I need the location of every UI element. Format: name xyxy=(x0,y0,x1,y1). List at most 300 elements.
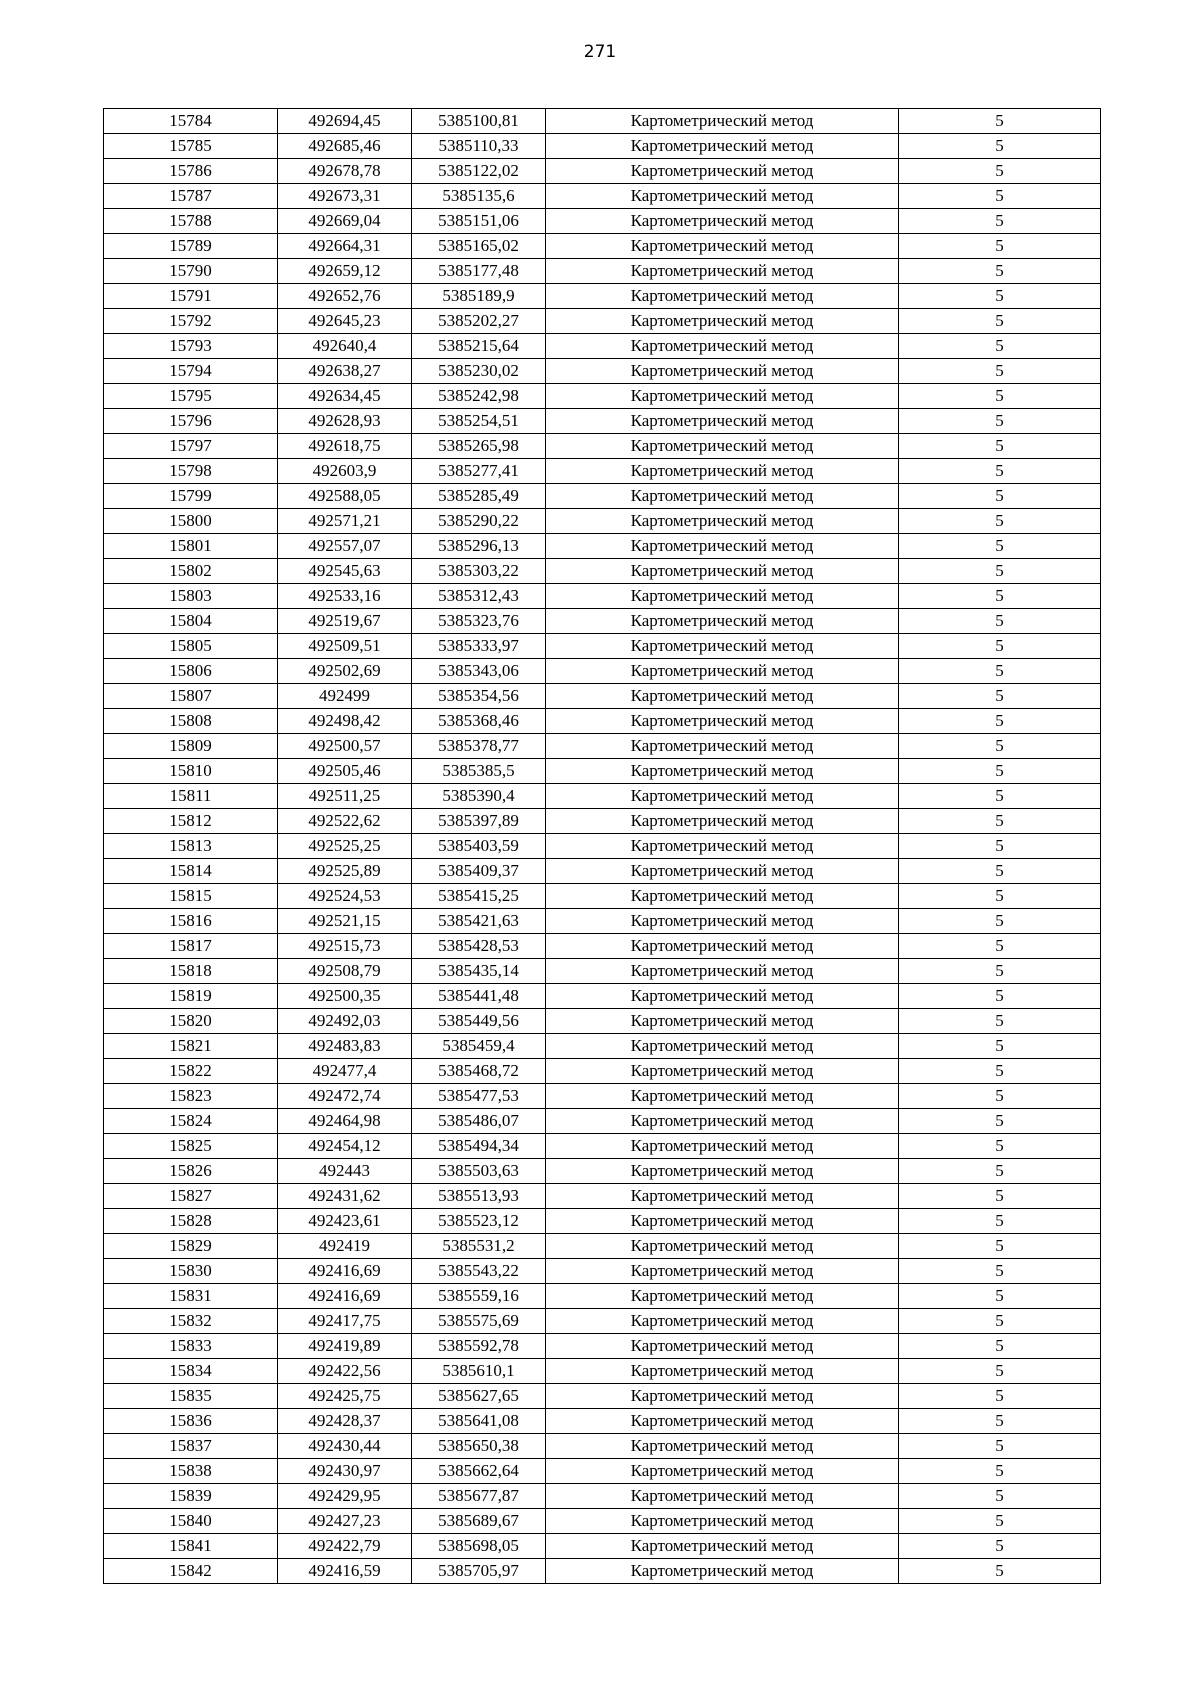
method-cell: Картометрический метод xyxy=(546,609,899,634)
y-coordinate-cell: 5385230,02 xyxy=(412,359,546,384)
table-row xyxy=(104,459,1101,484)
x-coordinate-cell: 492645,23 xyxy=(278,309,412,334)
y-coordinate-cell: 5385285,49 xyxy=(412,484,546,509)
method-cell: Картометрический метод xyxy=(546,1409,899,1434)
point-number-cell: 15813 xyxy=(104,834,278,859)
point-number-cell: 15788 xyxy=(104,209,278,234)
point-number-cell: 15801 xyxy=(104,534,278,559)
accuracy-cell: 5 xyxy=(899,109,1101,134)
point-number-cell: 15829 xyxy=(104,1234,278,1259)
accuracy-cell: 5 xyxy=(899,1509,1101,1534)
y-coordinate-cell: 5385409,37 xyxy=(412,859,546,884)
table-row xyxy=(104,1384,1101,1409)
table-row xyxy=(104,384,1101,409)
method-cell: Картометрический метод xyxy=(546,759,899,784)
y-coordinate-cell: 5385354,56 xyxy=(412,684,546,709)
method-cell: Картометрический метод xyxy=(546,1084,899,1109)
x-coordinate-cell: 492525,25 xyxy=(278,834,412,859)
method-cell: Картометрический метод xyxy=(546,1384,899,1409)
method-cell: Картометрический метод xyxy=(546,1259,899,1284)
accuracy-cell: 5 xyxy=(899,759,1101,784)
table-row xyxy=(104,1034,1101,1059)
y-coordinate-cell: 5385323,76 xyxy=(412,609,546,634)
x-coordinate-cell: 492422,56 xyxy=(278,1359,412,1384)
accuracy-cell: 5 xyxy=(899,1284,1101,1309)
method-cell: Картометрический метод xyxy=(546,459,899,484)
method-cell: Картометрический метод xyxy=(546,309,899,334)
accuracy-cell: 5 xyxy=(899,1534,1101,1559)
accuracy-cell: 5 xyxy=(899,134,1101,159)
accuracy-cell: 5 xyxy=(899,859,1101,884)
page-number: 271 xyxy=(583,42,617,62)
method-cell: Картометрический метод xyxy=(546,709,899,734)
point-number-cell: 15793 xyxy=(104,334,278,359)
x-coordinate-cell: 492652,76 xyxy=(278,284,412,309)
method-cell: Картометрический метод xyxy=(546,984,899,1009)
method-cell: Картометрический метод xyxy=(546,634,899,659)
method-cell: Картометрический метод xyxy=(546,234,899,259)
method-cell: Картометрический метод xyxy=(546,559,899,584)
y-coordinate-cell: 5385254,51 xyxy=(412,409,546,434)
y-coordinate-cell: 5385122,02 xyxy=(412,159,546,184)
y-coordinate-cell: 5385610,1 xyxy=(412,1359,546,1384)
x-coordinate-cell: 492603,9 xyxy=(278,459,412,484)
accuracy-cell: 5 xyxy=(899,234,1101,259)
y-coordinate-cell: 5385135,6 xyxy=(412,184,546,209)
point-number-cell: 15837 xyxy=(104,1434,278,1459)
y-coordinate-cell: 5385290,22 xyxy=(412,509,546,534)
method-cell: Картометрический метод xyxy=(546,1159,899,1184)
coordinates-table xyxy=(103,108,1101,1584)
y-coordinate-cell: 5385368,46 xyxy=(412,709,546,734)
x-coordinate-cell: 492431,62 xyxy=(278,1184,412,1209)
point-number-cell: 15791 xyxy=(104,284,278,309)
point-number-cell: 15807 xyxy=(104,684,278,709)
y-coordinate-cell: 5385523,12 xyxy=(412,1209,546,1234)
y-coordinate-cell: 5385705,97 xyxy=(412,1559,546,1584)
point-number-cell: 15831 xyxy=(104,1284,278,1309)
x-coordinate-cell: 492430,44 xyxy=(278,1434,412,1459)
x-coordinate-cell: 492557,07 xyxy=(278,534,412,559)
table-row xyxy=(104,659,1101,684)
y-coordinate-cell: 5385303,22 xyxy=(412,559,546,584)
point-number-cell: 15811 xyxy=(104,784,278,809)
method-cell: Картометрический метод xyxy=(546,659,899,684)
x-coordinate-cell: 492419,89 xyxy=(278,1334,412,1359)
table-row xyxy=(104,409,1101,434)
accuracy-cell: 5 xyxy=(899,959,1101,984)
method-cell: Картометрический метод xyxy=(546,109,899,134)
point-number-cell: 15835 xyxy=(104,1384,278,1409)
point-number-cell: 15842 xyxy=(104,1559,278,1584)
point-number-cell: 15819 xyxy=(104,984,278,1009)
table-row xyxy=(104,959,1101,984)
accuracy-cell: 5 xyxy=(899,559,1101,584)
accuracy-cell: 5 xyxy=(899,984,1101,1009)
point-number-cell: 15841 xyxy=(104,1534,278,1559)
x-coordinate-cell: 492545,63 xyxy=(278,559,412,584)
accuracy-cell: 5 xyxy=(899,1359,1101,1384)
y-coordinate-cell: 5385403,59 xyxy=(412,834,546,859)
point-number-cell: 15784 xyxy=(104,109,278,134)
method-cell: Картометрический метод xyxy=(546,359,899,384)
point-number-cell: 15838 xyxy=(104,1459,278,1484)
method-cell: Картометрический метод xyxy=(546,534,899,559)
x-coordinate-cell: 492464,98 xyxy=(278,1109,412,1134)
x-coordinate-cell: 492628,93 xyxy=(278,409,412,434)
y-coordinate-cell: 5385468,72 xyxy=(412,1059,546,1084)
accuracy-cell: 5 xyxy=(899,1309,1101,1334)
point-number-cell: 15840 xyxy=(104,1509,278,1534)
x-coordinate-cell: 492618,75 xyxy=(278,434,412,459)
accuracy-cell: 5 xyxy=(899,384,1101,409)
y-coordinate-cell: 5385689,67 xyxy=(412,1509,546,1534)
y-coordinate-cell: 5385428,53 xyxy=(412,934,546,959)
method-cell: Картометрический метод xyxy=(546,184,899,209)
y-coordinate-cell: 5385312,43 xyxy=(412,584,546,609)
y-coordinate-cell: 5385513,93 xyxy=(412,1184,546,1209)
accuracy-cell: 5 xyxy=(899,1059,1101,1084)
y-coordinate-cell: 5385698,05 xyxy=(412,1534,546,1559)
x-coordinate-cell: 492423,61 xyxy=(278,1209,412,1234)
y-coordinate-cell: 5385677,87 xyxy=(412,1484,546,1509)
point-number-cell: 15796 xyxy=(104,409,278,434)
point-number-cell: 15822 xyxy=(104,1059,278,1084)
table-row xyxy=(104,634,1101,659)
x-coordinate-cell: 492685,46 xyxy=(278,134,412,159)
x-coordinate-cell: 492515,73 xyxy=(278,934,412,959)
method-cell: Картометрический метод xyxy=(546,859,899,884)
point-number-cell: 15820 xyxy=(104,1009,278,1034)
accuracy-cell: 5 xyxy=(899,259,1101,284)
table-row xyxy=(104,1309,1101,1334)
y-coordinate-cell: 5385650,38 xyxy=(412,1434,546,1459)
x-coordinate-cell: 492524,53 xyxy=(278,884,412,909)
method-cell: Картометрический метод xyxy=(546,1559,899,1584)
accuracy-cell: 5 xyxy=(899,909,1101,934)
y-coordinate-cell: 5385441,48 xyxy=(412,984,546,1009)
table-row xyxy=(104,559,1101,584)
table-row xyxy=(104,1209,1101,1234)
accuracy-cell: 5 xyxy=(899,1184,1101,1209)
method-cell: Картометрический метод xyxy=(546,834,899,859)
x-coordinate-cell: 492664,31 xyxy=(278,234,412,259)
point-number-cell: 15817 xyxy=(104,934,278,959)
point-number-cell: 15814 xyxy=(104,859,278,884)
table-row xyxy=(104,1159,1101,1184)
x-coordinate-cell: 492498,42 xyxy=(278,709,412,734)
method-cell: Картометрический метод xyxy=(546,159,899,184)
accuracy-cell: 5 xyxy=(899,584,1101,609)
point-number-cell: 15808 xyxy=(104,709,278,734)
accuracy-cell: 5 xyxy=(899,409,1101,434)
point-number-cell: 15800 xyxy=(104,509,278,534)
accuracy-cell: 5 xyxy=(899,159,1101,184)
method-cell: Картометрический метод xyxy=(546,1309,899,1334)
method-cell: Картометрический метод xyxy=(546,1009,899,1034)
table-row xyxy=(104,234,1101,259)
y-coordinate-cell: 5385559,16 xyxy=(412,1284,546,1309)
x-coordinate-cell: 492509,51 xyxy=(278,634,412,659)
accuracy-cell: 5 xyxy=(899,184,1101,209)
method-cell: Картометрический метод xyxy=(546,1484,899,1509)
y-coordinate-cell: 5385242,98 xyxy=(412,384,546,409)
method-cell: Картометрический метод xyxy=(546,384,899,409)
method-cell: Картометрический метод xyxy=(546,259,899,284)
method-cell: Картометрический метод xyxy=(546,134,899,159)
point-number-cell: 15809 xyxy=(104,734,278,759)
x-coordinate-cell: 492416,69 xyxy=(278,1259,412,1284)
table-row xyxy=(104,909,1101,934)
table-row xyxy=(104,334,1101,359)
accuracy-cell: 5 xyxy=(899,1434,1101,1459)
point-number-cell: 15812 xyxy=(104,809,278,834)
table-row xyxy=(104,859,1101,884)
point-number-cell: 15815 xyxy=(104,884,278,909)
table-row xyxy=(104,484,1101,509)
point-number-cell: 15834 xyxy=(104,1359,278,1384)
table-row xyxy=(104,784,1101,809)
method-cell: Картометрический метод xyxy=(546,1184,899,1209)
x-coordinate-cell: 492511,25 xyxy=(278,784,412,809)
accuracy-cell: 5 xyxy=(899,1009,1101,1034)
x-coordinate-cell: 492678,78 xyxy=(278,159,412,184)
point-number-cell: 15792 xyxy=(104,309,278,334)
method-cell: Картометрический метод xyxy=(546,909,899,934)
table-row xyxy=(104,1234,1101,1259)
point-number-cell: 15786 xyxy=(104,159,278,184)
accuracy-cell: 5 xyxy=(899,209,1101,234)
accuracy-cell: 5 xyxy=(899,1459,1101,1484)
x-coordinate-cell: 492477,4 xyxy=(278,1059,412,1084)
accuracy-cell: 5 xyxy=(899,484,1101,509)
x-coordinate-cell: 492422,79 xyxy=(278,1534,412,1559)
accuracy-cell: 5 xyxy=(899,359,1101,384)
table-row xyxy=(104,284,1101,309)
y-coordinate-cell: 5385378,77 xyxy=(412,734,546,759)
table-row xyxy=(104,834,1101,859)
accuracy-cell: 5 xyxy=(899,1234,1101,1259)
point-number-cell: 15794 xyxy=(104,359,278,384)
point-number-cell: 15795 xyxy=(104,384,278,409)
table-row xyxy=(104,709,1101,734)
x-coordinate-cell: 492428,37 xyxy=(278,1409,412,1434)
point-number-cell: 15797 xyxy=(104,434,278,459)
method-cell: Картометрический метод xyxy=(546,1109,899,1134)
method-cell: Картометрический метод xyxy=(546,734,899,759)
y-coordinate-cell: 5385215,64 xyxy=(412,334,546,359)
table-row xyxy=(104,434,1101,459)
accuracy-cell: 5 xyxy=(899,1484,1101,1509)
accuracy-cell: 5 xyxy=(899,709,1101,734)
accuracy-cell: 5 xyxy=(899,734,1101,759)
y-coordinate-cell: 5385397,89 xyxy=(412,809,546,834)
x-coordinate-cell: 492499 xyxy=(278,684,412,709)
y-coordinate-cell: 5385296,13 xyxy=(412,534,546,559)
table-row xyxy=(104,1009,1101,1034)
accuracy-cell: 5 xyxy=(899,659,1101,684)
y-coordinate-cell: 5385494,34 xyxy=(412,1134,546,1159)
y-coordinate-cell: 5385435,14 xyxy=(412,959,546,984)
y-coordinate-cell: 5385641,08 xyxy=(412,1409,546,1434)
point-number-cell: 15816 xyxy=(104,909,278,934)
x-coordinate-cell: 492416,69 xyxy=(278,1284,412,1309)
x-coordinate-cell: 492638,27 xyxy=(278,359,412,384)
point-number-cell: 15790 xyxy=(104,259,278,284)
accuracy-cell: 5 xyxy=(899,434,1101,459)
x-coordinate-cell: 492454,12 xyxy=(278,1134,412,1159)
method-cell: Картометрический метод xyxy=(546,809,899,834)
table-row xyxy=(104,809,1101,834)
table-row xyxy=(104,1409,1101,1434)
method-cell: Картометрический метод xyxy=(546,284,899,309)
x-coordinate-cell: 492634,45 xyxy=(278,384,412,409)
point-number-cell: 15828 xyxy=(104,1209,278,1234)
x-coordinate-cell: 492522,62 xyxy=(278,809,412,834)
x-coordinate-cell: 492521,15 xyxy=(278,909,412,934)
table-row xyxy=(104,1484,1101,1509)
x-coordinate-cell: 492571,21 xyxy=(278,509,412,534)
y-coordinate-cell: 5385202,27 xyxy=(412,309,546,334)
y-coordinate-cell: 5385385,5 xyxy=(412,759,546,784)
point-number-cell: 15787 xyxy=(104,184,278,209)
accuracy-cell: 5 xyxy=(899,1209,1101,1234)
method-cell: Картометрический метод xyxy=(546,1459,899,1484)
table-row xyxy=(104,534,1101,559)
y-coordinate-cell: 5385177,48 xyxy=(412,259,546,284)
accuracy-cell: 5 xyxy=(899,934,1101,959)
method-cell: Картометрический метод xyxy=(546,684,899,709)
method-cell: Картометрический метод xyxy=(546,1059,899,1084)
y-coordinate-cell: 5385531,2 xyxy=(412,1234,546,1259)
table-row xyxy=(104,1509,1101,1534)
y-coordinate-cell: 5385627,65 xyxy=(412,1384,546,1409)
y-coordinate-cell: 5385151,06 xyxy=(412,209,546,234)
y-coordinate-cell: 5385333,97 xyxy=(412,634,546,659)
x-coordinate-cell: 492417,75 xyxy=(278,1309,412,1334)
method-cell: Картометрический метод xyxy=(546,509,899,534)
point-number-cell: 15798 xyxy=(104,459,278,484)
x-coordinate-cell: 492694,45 xyxy=(278,109,412,134)
method-cell: Картометрический метод xyxy=(546,959,899,984)
point-number-cell: 15823 xyxy=(104,1084,278,1109)
accuracy-cell: 5 xyxy=(899,834,1101,859)
x-coordinate-cell: 492502,69 xyxy=(278,659,412,684)
x-coordinate-cell: 492508,79 xyxy=(278,959,412,984)
x-coordinate-cell: 492669,04 xyxy=(278,209,412,234)
method-cell: Картометрический метод xyxy=(546,784,899,809)
table-row xyxy=(104,609,1101,634)
y-coordinate-cell: 5385277,41 xyxy=(412,459,546,484)
table-row xyxy=(104,584,1101,609)
table-row xyxy=(104,934,1101,959)
accuracy-cell: 5 xyxy=(899,1109,1101,1134)
point-number-cell: 15810 xyxy=(104,759,278,784)
accuracy-cell: 5 xyxy=(899,634,1101,659)
method-cell: Картометрический метод xyxy=(546,409,899,434)
x-coordinate-cell: 492472,74 xyxy=(278,1084,412,1109)
coordinates-table-body xyxy=(104,109,1101,1584)
x-coordinate-cell: 492425,75 xyxy=(278,1384,412,1409)
point-number-cell: 15799 xyxy=(104,484,278,509)
accuracy-cell: 5 xyxy=(899,1384,1101,1409)
x-coordinate-cell: 492419 xyxy=(278,1234,412,1259)
table-row xyxy=(104,184,1101,209)
table-row xyxy=(104,159,1101,184)
accuracy-cell: 5 xyxy=(899,884,1101,909)
accuracy-cell: 5 xyxy=(899,784,1101,809)
point-number-cell: 15826 xyxy=(104,1159,278,1184)
point-number-cell: 15818 xyxy=(104,959,278,984)
accuracy-cell: 5 xyxy=(899,1334,1101,1359)
x-coordinate-cell: 492492,03 xyxy=(278,1009,412,1034)
method-cell: Картометрический метод xyxy=(546,884,899,909)
table-row xyxy=(104,1459,1101,1484)
point-number-cell: 15839 xyxy=(104,1484,278,1509)
table-row xyxy=(104,1334,1101,1359)
accuracy-cell: 5 xyxy=(899,1559,1101,1584)
y-coordinate-cell: 5385100,81 xyxy=(412,109,546,134)
table-row xyxy=(104,1084,1101,1109)
y-coordinate-cell: 5385503,63 xyxy=(412,1159,546,1184)
x-coordinate-cell: 492519,67 xyxy=(278,609,412,634)
point-number-cell: 15827 xyxy=(104,1184,278,1209)
x-coordinate-cell: 492443 xyxy=(278,1159,412,1184)
method-cell: Картометрический метод xyxy=(546,1234,899,1259)
table-row xyxy=(104,1059,1101,1084)
point-number-cell: 15830 xyxy=(104,1259,278,1284)
y-coordinate-cell: 5385189,9 xyxy=(412,284,546,309)
method-cell: Картометрический метод xyxy=(546,1209,899,1234)
point-number-cell: 15806 xyxy=(104,659,278,684)
table-row xyxy=(104,209,1101,234)
point-number-cell: 15805 xyxy=(104,634,278,659)
y-coordinate-cell: 5385543,22 xyxy=(412,1259,546,1284)
point-number-cell: 15803 xyxy=(104,584,278,609)
table-row xyxy=(104,1434,1101,1459)
x-coordinate-cell: 492505,46 xyxy=(278,759,412,784)
table-row xyxy=(104,134,1101,159)
table-row xyxy=(104,759,1101,784)
point-number-cell: 15821 xyxy=(104,1034,278,1059)
accuracy-cell: 5 xyxy=(899,534,1101,559)
accuracy-cell: 5 xyxy=(899,1159,1101,1184)
method-cell: Картометрический метод xyxy=(546,1534,899,1559)
table-row xyxy=(104,109,1101,134)
y-coordinate-cell: 5385415,25 xyxy=(412,884,546,909)
y-coordinate-cell: 5385662,64 xyxy=(412,1459,546,1484)
y-coordinate-cell: 5385449,56 xyxy=(412,1009,546,1034)
y-coordinate-cell: 5385110,33 xyxy=(412,134,546,159)
accuracy-cell: 5 xyxy=(899,1134,1101,1159)
x-coordinate-cell: 492659,12 xyxy=(278,259,412,284)
x-coordinate-cell: 492533,16 xyxy=(278,584,412,609)
y-coordinate-cell: 5385343,06 xyxy=(412,659,546,684)
table-row xyxy=(104,1184,1101,1209)
x-coordinate-cell: 492500,35 xyxy=(278,984,412,1009)
table-row xyxy=(104,684,1101,709)
x-coordinate-cell: 492525,89 xyxy=(278,859,412,884)
table-row xyxy=(104,259,1101,284)
y-coordinate-cell: 5385265,98 xyxy=(412,434,546,459)
y-coordinate-cell: 5385459,4 xyxy=(412,1034,546,1059)
table-row xyxy=(104,984,1101,1009)
x-coordinate-cell: 492427,23 xyxy=(278,1509,412,1534)
accuracy-cell: 5 xyxy=(899,459,1101,484)
accuracy-cell: 5 xyxy=(899,509,1101,534)
method-cell: Картометрический метод xyxy=(546,484,899,509)
table-row xyxy=(104,1134,1101,1159)
